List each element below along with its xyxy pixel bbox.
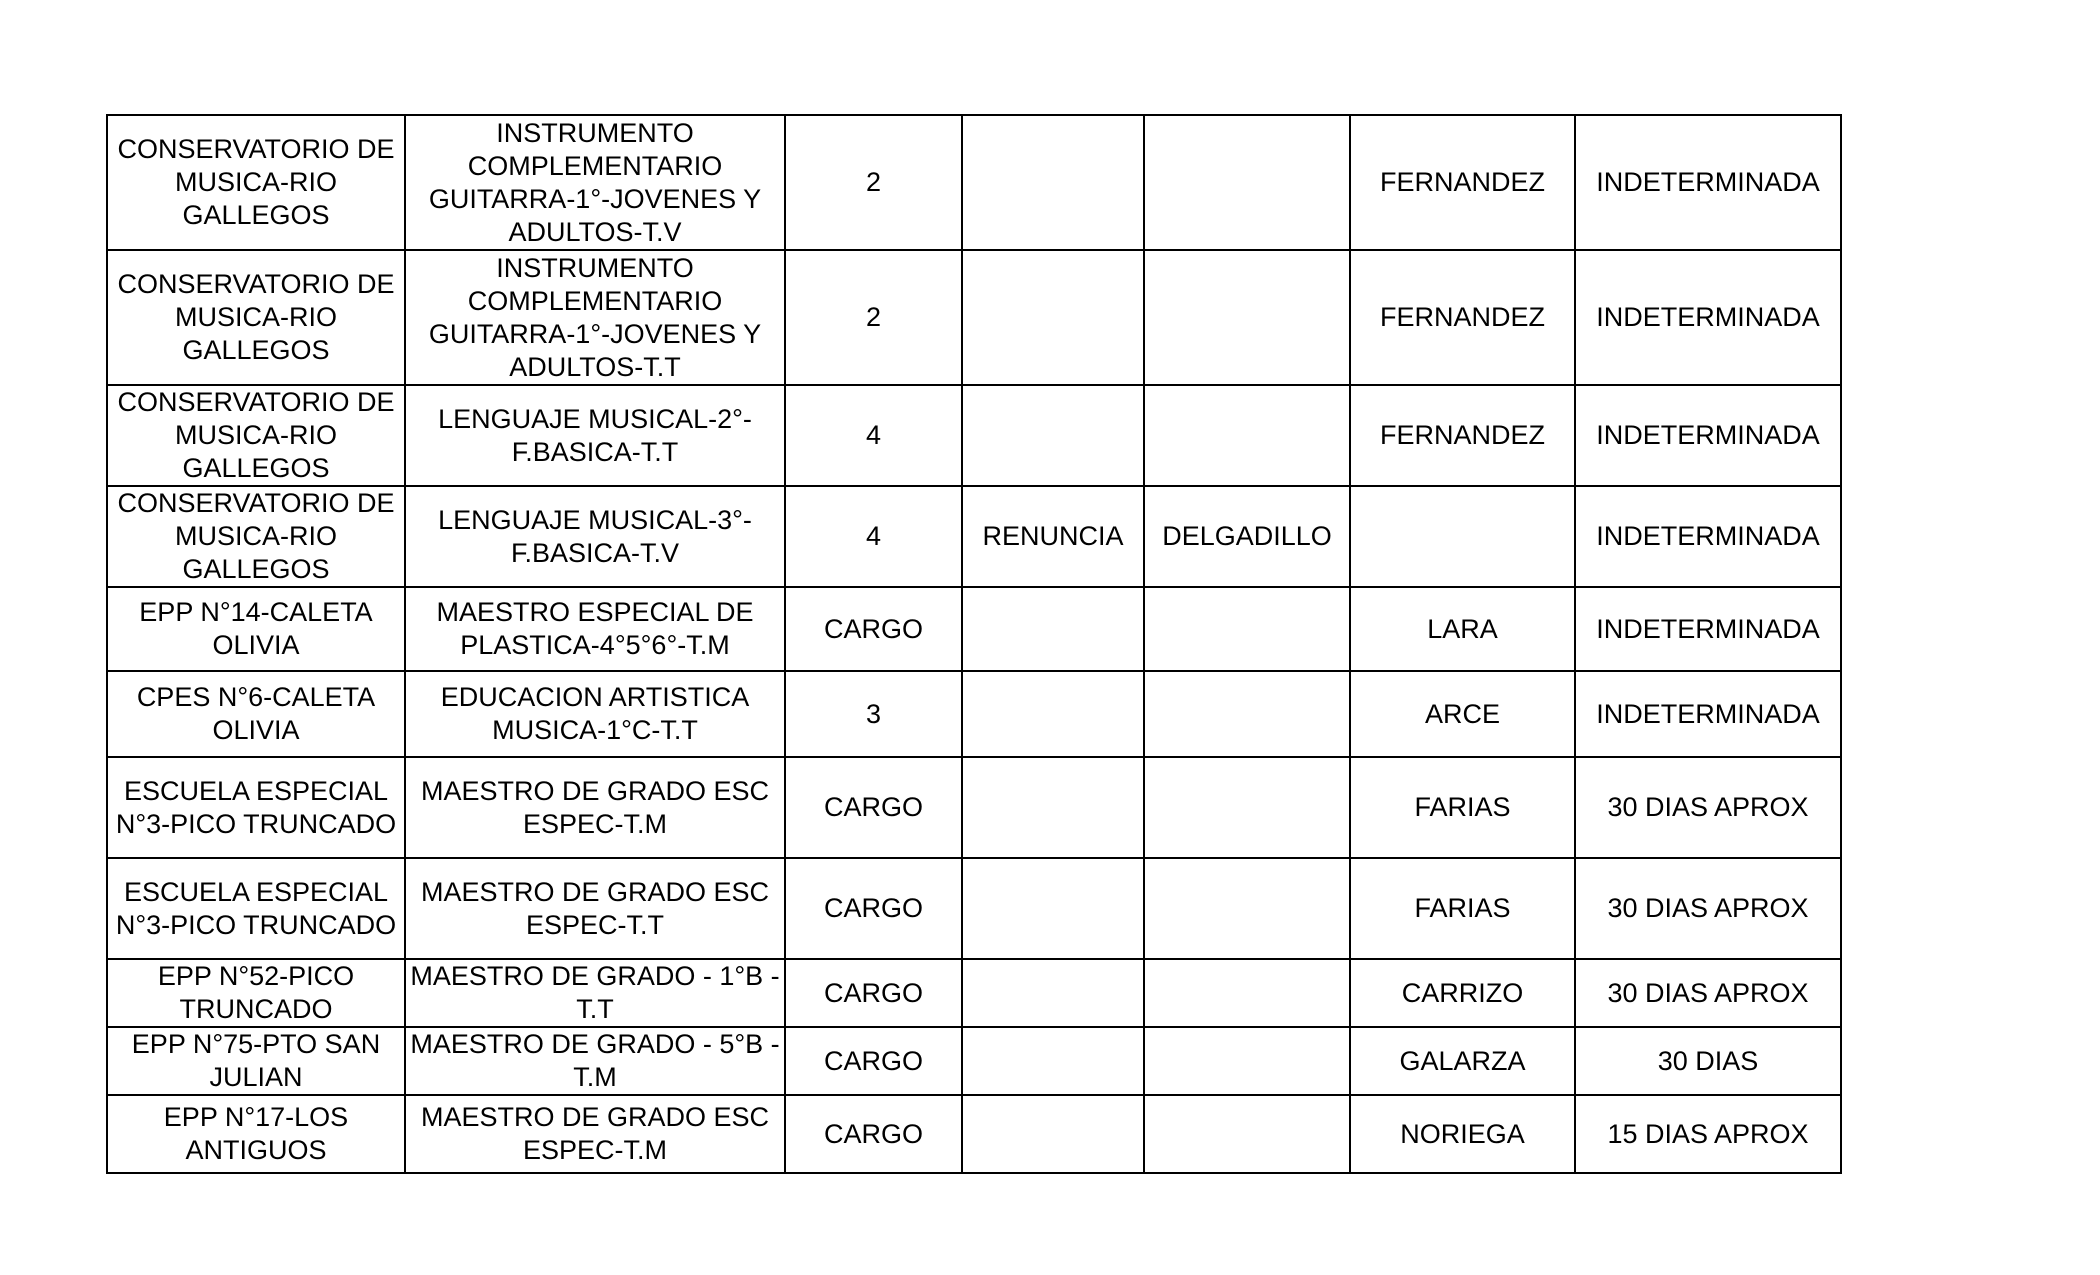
duration-cell: 30 DIAS APROX	[1575, 959, 1841, 1027]
duration-cell: 30 DIAS	[1575, 1027, 1841, 1095]
table-row	[107, 250, 1841, 385]
hours-cell: 2	[785, 250, 962, 385]
subject-cell: MAESTRO DE GRADO ESC ESPEC-T.M	[405, 1095, 785, 1173]
duration-cell: 15 DIAS APROX	[1575, 1095, 1841, 1173]
subject-cell: LENGUAJE MUSICAL-2°-F.BASICA-T.T	[405, 385, 785, 486]
duration-cell: INDETERMINADA	[1575, 486, 1841, 587]
hours-cell: CARGO	[785, 959, 962, 1027]
school-cell: CONSERVATORIO DE MUSICA-RIO GALLEGOS	[107, 486, 405, 587]
incumbent-cell	[1350, 486, 1575, 587]
outgoing-teacher-cell	[1144, 385, 1350, 486]
school-cell: EPP N°14-CALETA OLIVIA	[107, 587, 405, 671]
subject-cell: INSTRUMENTO COMPLEMENTARIO GUITARRA-1°-JOVENES Y ADULTOS-T.T	[405, 250, 785, 385]
subject-cell: LENGUAJE MUSICAL-3°-F.BASICA-T.V	[405, 486, 785, 587]
reason-cell	[962, 858, 1144, 959]
reason-cell	[962, 757, 1144, 858]
hours-cell: CARGO	[785, 1095, 962, 1173]
hours-cell: CARGO	[785, 757, 962, 858]
school-cell: ESCUELA ESPECIAL N°3-PICO TRUNCADO	[107, 757, 405, 858]
school-cell: EPP N°52-PICO TRUNCADO	[107, 959, 405, 1027]
vacancies-table	[106, 114, 1842, 1174]
incumbent-cell: CARRIZO	[1350, 959, 1575, 1027]
incumbent-cell: GALARZA	[1350, 1027, 1575, 1095]
reason-cell	[962, 115, 1144, 250]
duration-cell: 30 DIAS APROX	[1575, 757, 1841, 858]
school-cell: ESCUELA ESPECIAL N°3-PICO TRUNCADO	[107, 858, 405, 959]
reason-cell	[962, 385, 1144, 486]
table-row	[107, 1027, 1841, 1095]
table-row	[107, 757, 1841, 858]
table-row	[107, 959, 1841, 1027]
reason-cell	[962, 1027, 1144, 1095]
subject-cell: MAESTRO DE GRADO - 1°B - T.T	[405, 959, 785, 1027]
reason-cell	[962, 671, 1144, 757]
outgoing-teacher-cell	[1144, 1027, 1350, 1095]
table-row	[107, 385, 1841, 486]
incumbent-cell: FARIAS	[1350, 858, 1575, 959]
incumbent-cell: FERNANDEZ	[1350, 115, 1575, 250]
subject-cell: MAESTRO DE GRADO ESC ESPEC-T.M	[405, 757, 785, 858]
hours-cell: CARGO	[785, 858, 962, 959]
table-row	[107, 587, 1841, 671]
reason-cell	[962, 1095, 1144, 1173]
table-row	[107, 115, 1841, 250]
incumbent-cell: FERNANDEZ	[1350, 385, 1575, 486]
hours-cell: 4	[785, 486, 962, 587]
outgoing-teacher-cell	[1144, 587, 1350, 671]
outgoing-teacher-cell	[1144, 959, 1350, 1027]
outgoing-teacher-cell: DELGADILLO	[1144, 486, 1350, 587]
duration-cell: INDETERMINADA	[1575, 587, 1841, 671]
incumbent-cell: FARIAS	[1350, 757, 1575, 858]
outgoing-teacher-cell	[1144, 250, 1350, 385]
subject-cell: MAESTRO DE GRADO - 5°B - T.M	[405, 1027, 785, 1095]
reason-cell	[962, 250, 1144, 385]
hours-cell: 2	[785, 115, 962, 250]
hours-cell: 3	[785, 671, 962, 757]
table-row	[107, 671, 1841, 757]
duration-cell: INDETERMINADA	[1575, 671, 1841, 757]
reason-cell	[962, 959, 1144, 1027]
subject-cell: EDUCACION ARTISTICA MUSICA-1°C-T.T	[405, 671, 785, 757]
incumbent-cell: LARA	[1350, 587, 1575, 671]
school-cell: CONSERVATORIO DE MUSICA-RIO GALLEGOS	[107, 385, 405, 486]
table-row	[107, 1095, 1841, 1173]
subject-cell: MAESTRO DE GRADO ESC ESPEC-T.T	[405, 858, 785, 959]
subject-cell: INSTRUMENTO COMPLEMENTARIO GUITARRA-1°-JOVENES Y ADULTOS-T.V	[405, 115, 785, 250]
reason-cell	[962, 587, 1144, 671]
school-cell: CONSERVATORIO DE MUSICA-RIO GALLEGOS	[107, 115, 405, 250]
school-cell: EPP N°75-PTO SAN JULIAN	[107, 1027, 405, 1095]
outgoing-teacher-cell	[1144, 671, 1350, 757]
incumbent-cell: FERNANDEZ	[1350, 250, 1575, 385]
hours-cell: CARGO	[785, 1027, 962, 1095]
outgoing-teacher-cell	[1144, 757, 1350, 858]
incumbent-cell: ARCE	[1350, 671, 1575, 757]
outgoing-teacher-cell	[1144, 115, 1350, 250]
table-row	[107, 486, 1841, 587]
school-cell: EPP N°17-LOS ANTIGUOS	[107, 1095, 405, 1173]
subject-cell: MAESTRO ESPECIAL DE PLASTICA-4°5°6°-T.M	[405, 587, 785, 671]
duration-cell: 30 DIAS APROX	[1575, 858, 1841, 959]
school-cell: CPES N°6-CALETA OLIVIA	[107, 671, 405, 757]
outgoing-teacher-cell	[1144, 1095, 1350, 1173]
school-cell: CONSERVATORIO DE MUSICA-RIO GALLEGOS	[107, 250, 405, 385]
reason-cell: RENUNCIA	[962, 486, 1144, 587]
duration-cell: INDETERMINADA	[1575, 250, 1841, 385]
hours-cell: 4	[785, 385, 962, 486]
duration-cell: INDETERMINADA	[1575, 115, 1841, 250]
table-row	[107, 858, 1841, 959]
outgoing-teacher-cell	[1144, 858, 1350, 959]
hours-cell: CARGO	[785, 587, 962, 671]
duration-cell: INDETERMINADA	[1575, 385, 1841, 486]
incumbent-cell: NORIEGA	[1350, 1095, 1575, 1173]
